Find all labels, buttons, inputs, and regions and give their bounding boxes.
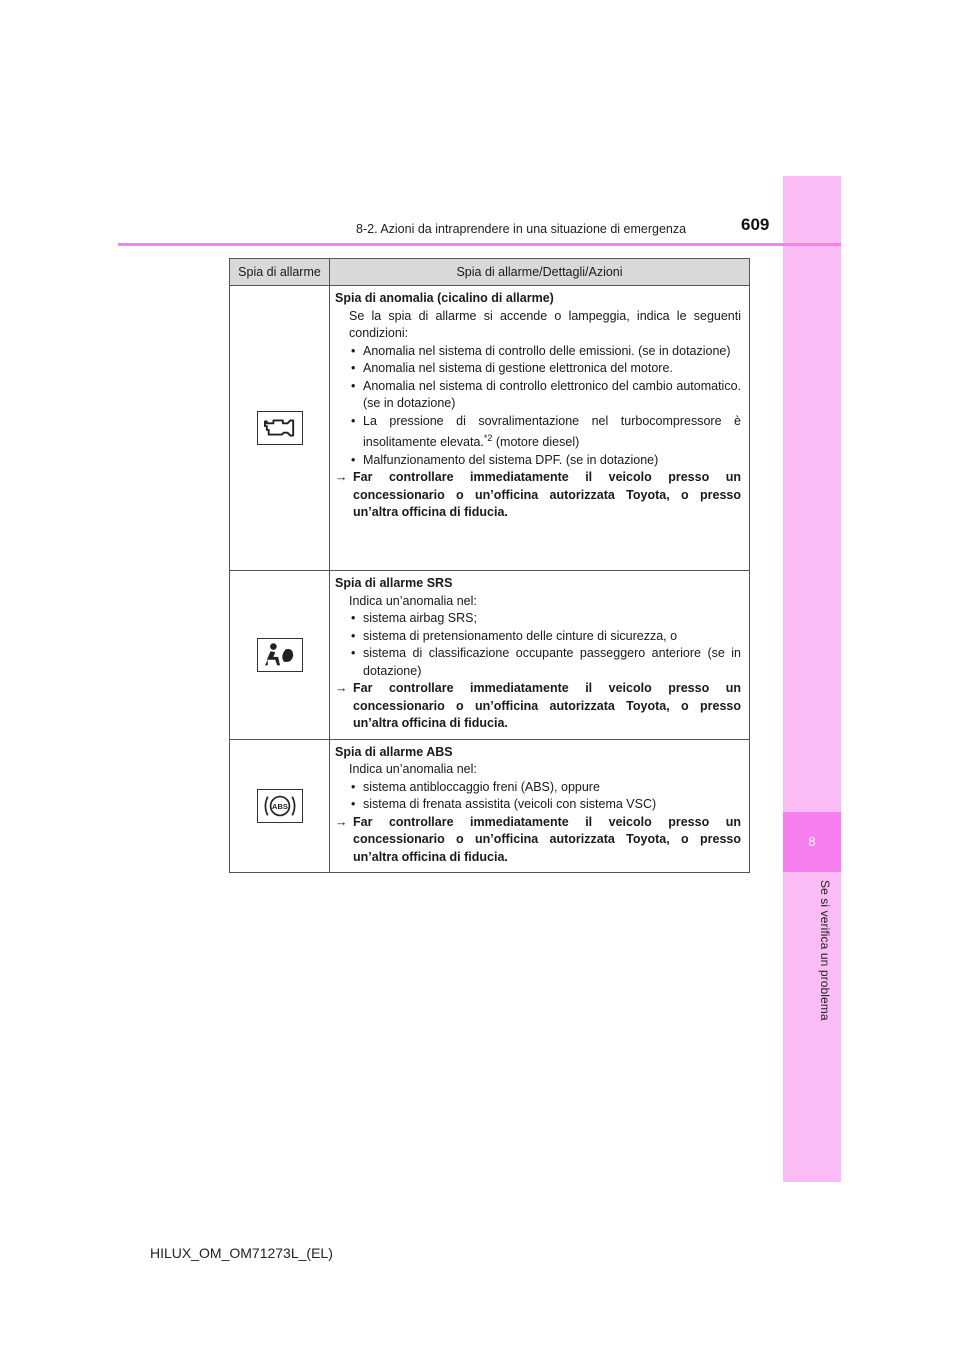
chapter-number: 8 <box>783 812 841 872</box>
arrow-icon: → <box>335 681 348 695</box>
condition-list <box>335 779 741 814</box>
condition-list <box>335 343 741 470</box>
action-text: → Far controllare immediatamente il veicolo presso un concessionario o un’officina autorizzata Toyota, o presso un’altra officina di fiducia. <box>335 814 741 864</box>
abs-icon-label: ABS <box>271 801 288 811</box>
action-text: → Far controllare immediatamente il veicolo presso un concessionario o un’officina autorizzata Toyota, o presso un’altra officina di fiducia. <box>335 470 741 519</box>
list-item: • sistema airbag SRS; <box>335 610 741 628</box>
arrow-icon: → <box>335 470 348 484</box>
table-row <box>230 286 750 571</box>
list-item: • Malfunzionamento del sistema DPF. (se in dotazione) <box>335 452 741 470</box>
chapter-title: Se si verifica un problema <box>818 880 832 1021</box>
warning-intro: Indica un’anomalia nel: <box>349 762 477 776</box>
details-cell <box>330 571 750 740</box>
arrow-icon: → <box>335 814 348 829</box>
icon-cell <box>230 286 330 571</box>
document-code: HILUX_OM_OM71273L_(EL) <box>150 1245 333 1261</box>
table-row <box>230 739 750 873</box>
table-header-row <box>230 259 750 286</box>
list-item: • sistema di pretensionamento delle cinture di sicurezza, o <box>335 628 741 646</box>
warning-intro: Indica un’anomalia nel: <box>349 593 477 608</box>
turbo-text: La pressione di sovralimentazione nel turbocompressore è insolitamente elevata. <box>363 413 741 449</box>
list-item: • sistema di classificazione occupante passeggero anteriore (se in dotazione) <box>335 645 741 680</box>
warning-intro: Se la spia di allarme si accende o lampeggia, indica le seguenti condizioni: <box>349 308 741 340</box>
icon-cell <box>230 739 330 873</box>
footnote-ref: *2 <box>483 433 493 443</box>
action-text: → Far controllare immediatamente il veicolo presso un concessionario o un’officina autorizzata Toyota, o presso un’altra officina di fiducia. <box>335 681 741 730</box>
turbo-text-suffix: (motore diesel) <box>492 435 580 449</box>
list-item: • Anomalia nel sistema di controllo delle emissioni. (se in dotazione) <box>335 343 741 361</box>
list-item: • Anomalia nel sistema di controllo elettronico del cambio automatico. (se in dotazione) <box>335 378 741 413</box>
column-header-icon: Spia di allarme <box>230 259 330 286</box>
header-divider <box>118 243 841 246</box>
abs-icon <box>257 789 303 823</box>
column-header-details: Spia di allarme/Dettagli/Azioni <box>330 259 750 286</box>
warning-title: Spia di allarme ABS <box>335 744 453 759</box>
warning-title: Spia di allarme SRS <box>335 576 453 590</box>
list-item: • Anomalia nel sistema di gestione elettronica del motore. <box>335 360 741 378</box>
icon-cell <box>230 571 330 740</box>
list-item: • sistema di frenata assistita (veicoli con sistema VSC) <box>335 796 741 814</box>
list-item <box>335 413 741 452</box>
page-number: 609 <box>741 215 770 234</box>
warning-lights-table <box>229 258 750 873</box>
list-item: • sistema antibloccaggio freni (ABS), oppure <box>335 779 741 797</box>
table-row <box>230 571 750 740</box>
condition-list <box>335 610 741 680</box>
section-title: 8-2. Azioni da intraprendere in una situazione di emergenza <box>356 222 687 236</box>
details-cell <box>330 286 750 571</box>
warning-title: Spia di anomalia (cicalino di allarme) <box>335 291 554 305</box>
airbag-srs-icon <box>257 638 303 672</box>
details-cell <box>330 739 750 873</box>
engine-check-icon <box>257 411 303 445</box>
